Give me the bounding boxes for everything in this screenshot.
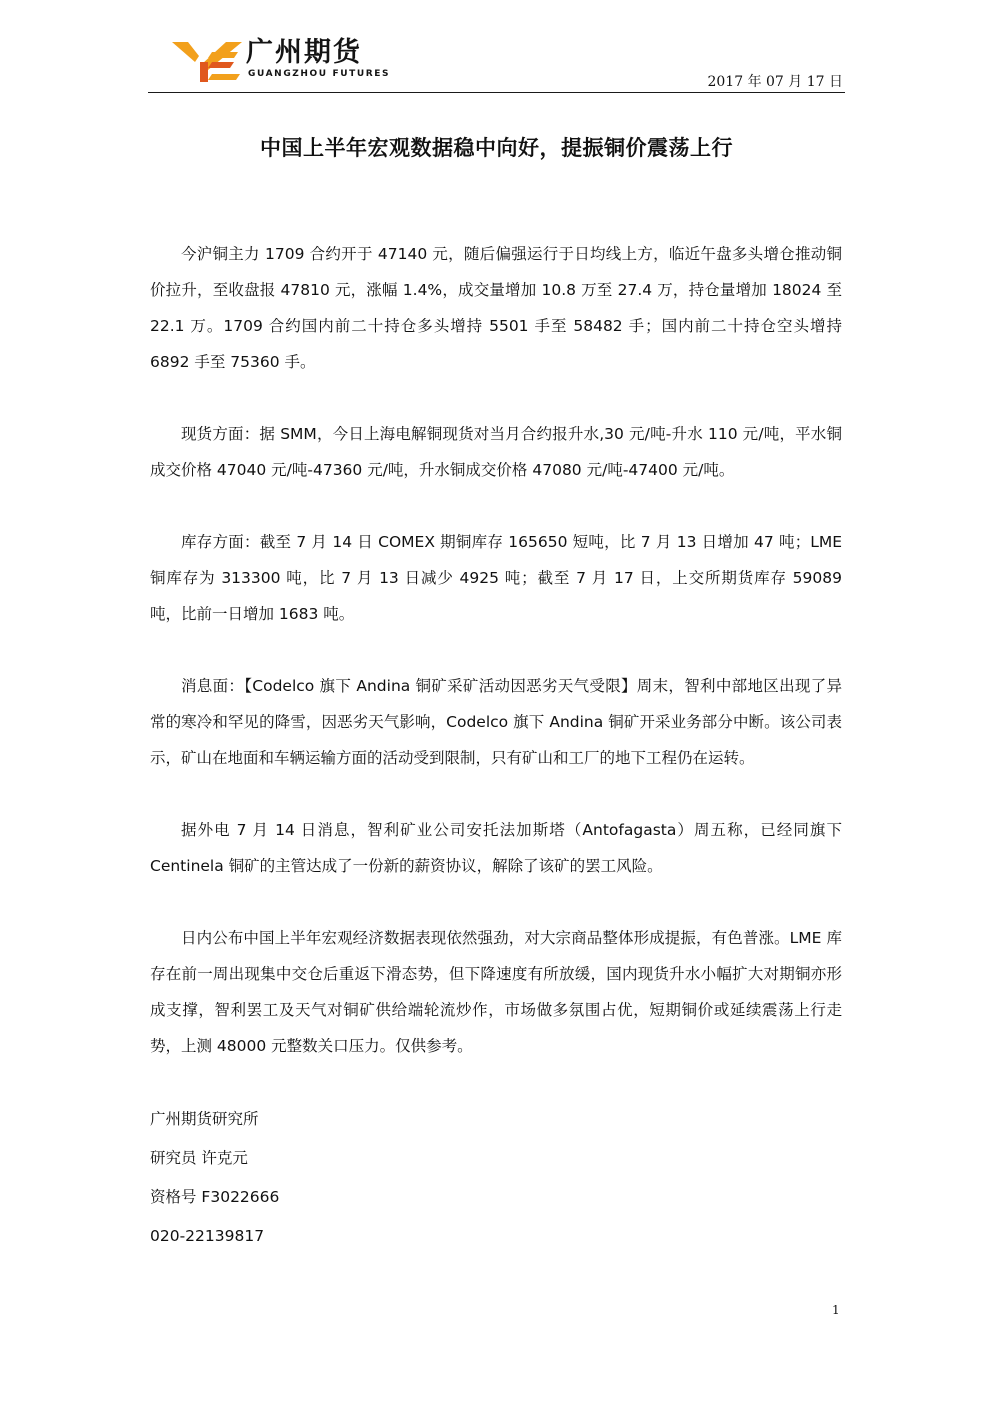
page-header: [148, 30, 845, 94]
logo-mark-icon: [172, 38, 242, 84]
signature-phone: 020-22139817: [150, 1227, 265, 1245]
signature-researcher: 研究员 许克元: [150, 1149, 248, 1167]
paragraph-market-summary: 今沪铜主力 1709 合约开于 47140 元，随后偏强运行于日均线上方，临近午盘多头增仓推动铜价拉升，至收盘报 47810 元，涨幅 1.4%，成交量增加 10.8 万至 27.4 万，持仓量增加 18024 至 22.1 万。1709 合约国内前二十持仓多头增持 5501 手至 58482 手；国内前二十持仓空头增持 6892 手至 75360 手。: [150, 245, 842, 371]
paragraph-foreign-news: 据外电 7 月 14 日消息，智利矿业公司安托法加斯塔（Antofagasta）周五称，已经同旗下 Centinela 铜矿的主管达成了一份新的薪资协议，解除了该矿的罢工风险。: [150, 821, 842, 875]
paragraph-inventory: 库存方面：截至 7 月 14 日 COMEX 期铜库存 165650 短吨，比 7 月 13 日增加 47 吨；LME 铜库存为 313300 吨，比 7 月 13 日减少 4925 吨；截至 7 月 17 日，上交所期货库存 59089 吨，比前一日增加 1683 吨。: [150, 533, 842, 623]
company-logo: [172, 38, 402, 88]
header-divider: [148, 92, 845, 93]
paragraph-spot: 现货方面：据 SMM，今日上海电解铜现货对当月合约报升水,30 元/吨-升水 110 元/吨，平水铜成交价格 47040 元/吨-47360 元/吨，升水铜成交价格 47080 元/吨-47400 元/吨。: [150, 425, 842, 479]
logo-name-cn: 广州期货: [246, 37, 362, 68]
logo-name-en: GUANGZHOU FUTURES: [248, 69, 391, 79]
paragraph-news: 消息面：【Codelco 旗下 Andina 铜矿采矿活动因恶劣天气受限】周末，智利中部地区出现了异常的寒冷和罕见的降雪，因恶劣天气影响，Codelco 旗下 Andina 铜矿开采业务部分中断。该公司表示，矿山在地面和车辆运输方面的活动受到限制，只有矿山和工厂的地下工程仍在运转。: [150, 677, 842, 767]
page-number: 1: [832, 1303, 840, 1317]
report-date: 2017 年 07 月 17 日: [707, 74, 843, 90]
article-body: [150, 236, 842, 1100]
signature-license: 资格号 F3022666: [150, 1188, 280, 1206]
signature-org: 广州期货研究所: [150, 1110, 259, 1128]
signature-block: [150, 1100, 550, 1256]
article-title: 中国上半年宏观数据稳中向好，提振铜价震荡上行: [260, 136, 733, 160]
paragraph-outlook: 日内公布中国上半年宏观经济数据表现依然强劲，对大宗商品整体形成提振，有色普涨。LME 库存在前一周出现集中交仓后重返下滑态势，但下降速度有所放缓，国内现货升水小幅扩大对期铜亦形成支撑，智利罢工及天气对铜矿供给端轮流炒作，市场做多氛围占优，短期铜价或延续震荡上行走势，上测 48000 元整数关口压力。仅供参考。: [150, 929, 842, 1055]
